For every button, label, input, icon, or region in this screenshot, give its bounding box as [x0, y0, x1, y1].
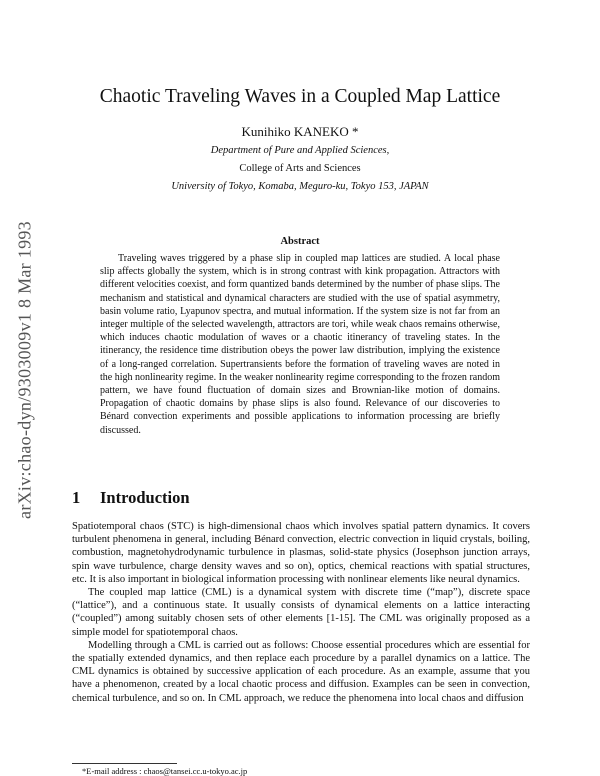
- affiliation-department: Department of Pure and Applied Sciences,: [210, 145, 390, 156]
- footnote-email: *E-mail address : chaos@tansei.cc.u-tokyo.ac.jp: [82, 766, 248, 776]
- affiliation-college: College of Arts and Sciences: [239, 163, 361, 174]
- section-title: Introduction: [100, 488, 190, 507]
- section-number: 1: [72, 488, 81, 507]
- footnote-rule: [72, 763, 177, 764]
- section-body: [72, 520, 530, 705]
- paragraph: Spatiotemporal chaos (STC) is high-dimensional chaos which involves spatial pattern dynamics. It covers turbulent phenomena in general, including Bénard convection, electric convection in liquid crystals, boiling, combustion, magnetohydrodynamic turbulence in plasmas, solid-state physics (Josephson junction arrays, spin wave turbulence, charge density waves and so on), optics, chemical reactions with spatial structures, etc. It is also important in biological information processing with nonlinear elements like neural dynamics.: [72, 521, 530, 585]
- section-heading: [72, 488, 190, 508]
- paragraph: The coupled map lattice (CML) is a dynamical system with discrete time (“map”), discrete space (“lattice”), and a continuous state. It usually consists of dynamical elements on a lattice interacting (“coupled”) among suitably chosen sets of other elements [1-15]. The CML was originally proposed as a simple model for spatiotemporal chaos.: [72, 587, 530, 638]
- paper-title: Chaotic Traveling Waves in a Coupled Map Lattice: [99, 86, 501, 107]
- arxiv-identifier: arXiv:chao-dyn/9303009v1 8 Mar 1993: [14, 221, 35, 519]
- abstract-text: Traveling waves triggered by a phase slip in coupled map lattices are studied. A local phase slip affects globally the system, which is in strong contrast with kink propagation. Attractors with different velocities coexist, and form quantized bands determined by the number of phase slips. The mechanism and statistical and dynamical characters are studied with the use of spatial asymmetry, basin volume ratio, Lyapunov spectra, and mutual information. If the system size is not far from an integer multiple of the selected wavelength, attractors are tori, while weak chaos remains otherwise, which induces chaotic modulation of waves or a chaotic itinerancy of traveling states. In the itinerancy, the residence time distribution obeys the power law distribution, implying the existence of a long-ranged correlation. Supertransients before the formation of traveling waves are noted in the high nonlinearity regime. In the weaker nonlinearity regime corresponding to the frozen random pattern, we have found fluctuation of domain sizes and Brownian-like motion of domains. Propagation of chaotic domains by phase slips is also found. Relevance of our discoveries to Bénard convection experiments and possible applications to information processing are briefly discussed.: [100, 253, 500, 436]
- abstract-heading: Abstract: [280, 236, 320, 247]
- paragraph: Modelling through a CML is carried out as follows: Choose essential procedures which are essential for the spatially extended dynamics, and then replace each procedure by a parallel dynamics on a lattice. The CML dynamics is obtained by successive application of each procedure. As an example, assume that you have a phenomenon, created by a local chaotic process and diffusion. Examples can be seen in convection, chemical turbulence, and so on. In CML approach, we reduce the phenomena into local chaos and diffusion: [72, 639, 530, 704]
- author-name: Kunihiko KANEKO *: [241, 124, 359, 139]
- affiliation-university: University of Tokyo, Komaba, Meguro-ku, Tokyo 153, JAPAN: [171, 181, 429, 192]
